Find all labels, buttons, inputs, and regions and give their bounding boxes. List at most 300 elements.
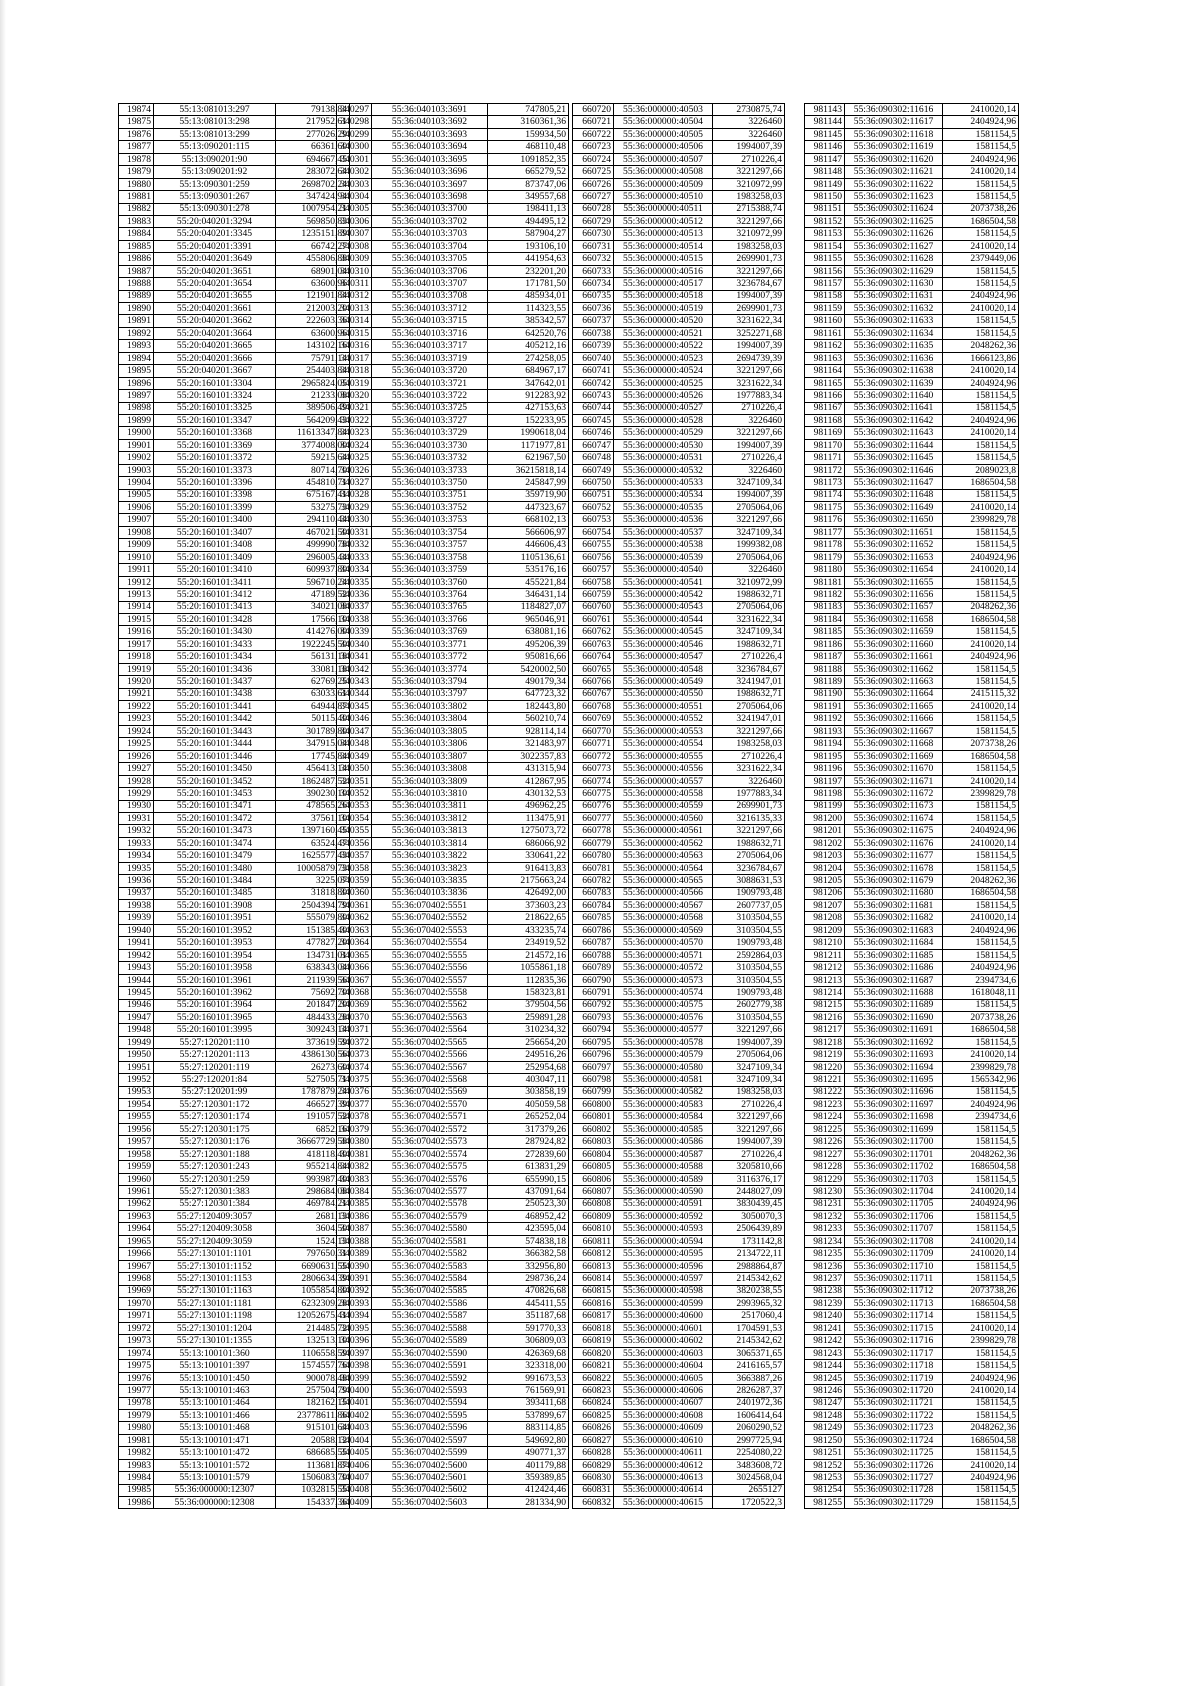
value-cell: 11613347,84 (276, 427, 350, 439)
table-row (573, 1447, 785, 1459)
value-cell: 1686504,58 (943, 750, 1019, 762)
table-row (119, 1036, 350, 1048)
table-row (119, 676, 350, 688)
cadastral-number-cell: 55:20:040201:3666 (154, 352, 276, 364)
value-cell: 2410020,14 (943, 1235, 1019, 1247)
table-row (805, 427, 1019, 439)
row-number-cell: 981198 (805, 788, 845, 800)
value-cell: 1581154,5 (943, 1347, 1019, 1359)
value-cell: 686685,55 (276, 1447, 350, 1459)
table-row (119, 1235, 350, 1247)
cadastral-number-cell: 55:36:070402:5591 (372, 1360, 488, 1372)
table-row (573, 1372, 785, 1384)
table-row (805, 701, 1019, 713)
value-cell: 3225,07 (276, 875, 350, 887)
value-cell: 1581154,5 (943, 713, 1019, 725)
value-cell: 17745,84 (276, 750, 350, 762)
value-cell: 3210972,99 (713, 178, 785, 190)
cadastral-number-cell: 55:36:000000:40507 (614, 153, 713, 165)
row-number-cell: 19890 (119, 303, 154, 315)
table-row (337, 1335, 569, 1347)
cadastral-number-cell: 55:36:000000:40554 (614, 738, 713, 750)
cadastral-number-cell: 55:36:090302:11649 (845, 502, 943, 514)
value-cell: 2404924,96 (943, 290, 1019, 302)
cadastral-number-cell: 55:20:160101:3413 (154, 601, 276, 613)
row-number-cell: 340312 (337, 290, 372, 302)
table-row (119, 551, 350, 563)
table-row (573, 1484, 785, 1496)
cadastral-number-cell: 55:36:090302:11618 (845, 128, 943, 140)
cadastral-number-cell: 55:36:000000:40569 (614, 924, 713, 936)
row-number-cell: 660781 (573, 862, 614, 874)
table-row (119, 228, 350, 240)
cadastral-number-cell: 55:20:160101:3407 (154, 526, 276, 538)
value-cell: 3247109,34 (713, 1074, 785, 1086)
table-row (573, 228, 785, 240)
row-number-cell: 660822 (573, 1372, 614, 1384)
row-number-cell: 340336 (337, 589, 372, 601)
table-row (805, 713, 1019, 725)
value-cell: 441954,63 (488, 253, 569, 265)
row-number-cell: 660737 (573, 315, 614, 327)
cadastral-number-cell: 55:36:090302:11663 (845, 676, 943, 688)
cadastral-number-cell: 55:13:100101:472 (154, 1447, 276, 1459)
row-number-cell: 340319 (337, 377, 372, 389)
value-cell: 537899,67 (488, 1409, 569, 1421)
row-number-cell: 981189 (805, 676, 845, 688)
row-number-cell: 19972 (119, 1322, 154, 1334)
value-cell: 1184827,07 (488, 601, 569, 613)
row-number-cell: 340387 (337, 1223, 372, 1235)
cadastral-number-cell: 55:36:000000:40582 (614, 1086, 713, 1098)
table-row (337, 377, 569, 389)
row-number-cell: 981208 (805, 912, 845, 924)
value-cell: 2410020,14 (943, 638, 1019, 650)
value-cell: 158323,81 (488, 987, 569, 999)
row-number-cell: 340299 (337, 128, 372, 140)
cadastral-number-cell: 55:36:090302:11673 (845, 800, 943, 812)
table-row (573, 626, 785, 638)
value-cell: 47189,52 (276, 589, 350, 601)
row-number-cell: 19973 (119, 1335, 154, 1347)
table-row (573, 1248, 785, 1260)
row-number-cell: 660823 (573, 1385, 614, 1397)
cadastral-number-cell: 55:36:090302:11666 (845, 713, 943, 725)
row-number-cell: 340338 (337, 613, 372, 625)
row-number-cell: 660786 (573, 924, 614, 936)
cadastral-number-cell: 55:20:040201:3345 (154, 228, 276, 240)
row-number-cell: 981153 (805, 228, 845, 240)
cadastral-number-cell: 55:36:090302:11718 (845, 1360, 943, 1372)
value-cell: 75791,14 (276, 352, 350, 364)
table-row (573, 850, 785, 862)
cadastral-number-cell: 55:20:160101:3965 (154, 1011, 276, 1023)
value-cell: 1581154,5 (943, 439, 1019, 451)
row-number-cell: 19938 (119, 900, 154, 912)
row-number-cell: 660760 (573, 601, 614, 613)
row-number-cell: 19969 (119, 1285, 154, 1297)
cadastral-number-cell: 55:36:090302:11697 (845, 1099, 943, 1111)
row-number-cell: 981250 (805, 1434, 845, 1446)
table-row (337, 1148, 569, 1160)
cadastral-number-cell: 55:36:000000:40535 (614, 502, 713, 514)
table-row (805, 1409, 1019, 1421)
row-number-cell: 981166 (805, 390, 845, 402)
row-number-cell: 660763 (573, 638, 614, 650)
cadastral-number-cell: 55:36:090302:11711 (845, 1273, 943, 1285)
table-row (119, 924, 350, 936)
value-cell: 2404924,96 (943, 414, 1019, 426)
row-number-cell: 19878 (119, 153, 154, 165)
table-row (337, 626, 569, 638)
value-cell: 53275,73 (276, 502, 350, 514)
row-number-cell: 981242 (805, 1335, 845, 1347)
table-row (573, 1024, 785, 1036)
value-cell: 1581154,5 (943, 1310, 1019, 1322)
value-cell: 2993965,32 (713, 1298, 785, 1310)
value-cell: 470826,68 (488, 1285, 569, 1297)
value-cell: 3241947,01 (713, 713, 785, 725)
row-number-cell: 660759 (573, 589, 614, 601)
table-row (119, 315, 350, 327)
table-row (805, 825, 1019, 837)
row-number-cell: 19962 (119, 1198, 154, 1210)
table-row (337, 390, 569, 402)
value-cell: 494495,12 (488, 215, 569, 227)
value-cell: 259891,28 (488, 1011, 569, 1023)
table-row (337, 1347, 569, 1359)
value-cell: 499990,78 (276, 539, 350, 551)
cadastral-number-cell: 55:36:090302:11729 (845, 1497, 943, 1509)
table-row (805, 1074, 1019, 1086)
row-number-cell: 340331 (337, 526, 372, 538)
row-number-cell: 981175 (805, 502, 845, 514)
table-row (573, 166, 785, 178)
table-row (805, 240, 1019, 252)
table-row (119, 1347, 350, 1359)
cadastral-number-cell: 55:36:090302:11647 (845, 477, 943, 489)
cadastral-number-cell: 55:36:000000:40580 (614, 1061, 713, 1073)
table-row (573, 1186, 785, 1198)
value-cell: 112835,36 (488, 974, 569, 986)
table-row (119, 1248, 350, 1260)
table-row (573, 104, 785, 116)
value-cell: 113475,91 (488, 812, 569, 824)
row-number-cell: 660797 (573, 1061, 614, 1073)
cadastral-number-cell: 55:20:160101:3347 (154, 414, 276, 426)
cadastral-number-cell: 55:36:070402:5571 (372, 1111, 488, 1123)
cadastral-number-cell: 55:36:090302:11667 (845, 725, 943, 737)
row-number-cell: 981210 (805, 937, 845, 949)
value-cell: 3483608,72 (713, 1459, 785, 1471)
table-row (805, 663, 1019, 675)
table-row (573, 663, 785, 675)
value-cell: 1032815,55 (276, 1484, 350, 1496)
row-number-cell: 660747 (573, 439, 614, 451)
table-row (337, 452, 569, 464)
row-number-cell: 340403 (337, 1422, 372, 1434)
cadastral-number-cell: 55:36:090302:11620 (845, 153, 943, 165)
cadastral-number-cell: 55:20:040201:3661 (154, 303, 276, 315)
table-row (119, 1273, 350, 1285)
table-row (119, 1360, 350, 1372)
row-number-cell: 660809 (573, 1210, 614, 1222)
row-number-cell: 981185 (805, 626, 845, 638)
cadastral-number-cell: 55:36:090302:11678 (845, 862, 943, 874)
cadastral-number-cell: 55:36:000000:40600 (614, 1310, 713, 1322)
table-row (119, 825, 350, 837)
table-row (573, 502, 785, 514)
cadastral-number-cell: 55:36:090302:11661 (845, 651, 943, 663)
cadastral-number-cell: 55:36:000000:40539 (614, 551, 713, 563)
row-number-cell: 19883 (119, 215, 154, 227)
cadastral-number-cell: 55:36:000000:40559 (614, 800, 713, 812)
value-cell: 21233,08 (276, 390, 350, 402)
table-row (573, 564, 785, 576)
cadastral-number-cell: 55:36:090302:11728 (845, 1484, 943, 1496)
cadastral-number-cell: 55:20:160101:3952 (154, 924, 276, 936)
value-cell: 1581154,5 (943, 937, 1019, 949)
value-cell: 2404924,96 (943, 1372, 1019, 1384)
row-number-cell: 981146 (805, 141, 845, 153)
value-cell: 928114,14 (488, 725, 569, 737)
cadastral-number-cell: 55:36:000000:40564 (614, 862, 713, 874)
table-row (573, 601, 785, 613)
table-row (573, 303, 785, 315)
row-number-cell: 981207 (805, 900, 845, 912)
table-row (573, 1385, 785, 1397)
row-number-cell: 981192 (805, 713, 845, 725)
value-cell: 1581154,5 (943, 576, 1019, 588)
row-number-cell: 19981 (119, 1434, 154, 1446)
table-row (805, 1459, 1019, 1471)
row-number-cell: 340303 (337, 178, 372, 190)
row-number-cell: 660792 (573, 999, 614, 1011)
value-cell: 1581154,5 (943, 390, 1019, 402)
value-cell: 1581154,5 (943, 526, 1019, 538)
row-number-cell: 660744 (573, 402, 614, 414)
row-number-cell: 981205 (805, 875, 845, 887)
value-cell: 1720522,3 (713, 1497, 785, 1509)
table-row (573, 427, 785, 439)
value-cell: 1988632,71 (713, 688, 785, 700)
value-cell: 1581154,5 (943, 725, 1019, 737)
row-number-cell: 19980 (119, 1422, 154, 1434)
table-row (805, 1273, 1019, 1285)
value-cell: 3241947,01 (713, 676, 785, 688)
row-number-cell: 660735 (573, 290, 614, 302)
value-cell: 1581154,5 (943, 999, 1019, 1011)
cadastral-number-cell: 55:36:070402:5603 (372, 1497, 488, 1509)
table-row (119, 601, 350, 613)
cadastral-number-cell: 55:20:160101:3471 (154, 800, 276, 812)
table-row (573, 1360, 785, 1372)
value-cell: 2404924,96 (943, 1099, 1019, 1111)
value-cell: 477827,20 (276, 937, 350, 949)
table-row (805, 887, 1019, 899)
table-row (337, 937, 569, 949)
table-row (805, 1123, 1019, 1135)
table-row (573, 900, 785, 912)
table-row (573, 340, 785, 352)
cadastral-number-cell: 55:36:040103:3808 (372, 763, 488, 775)
table-row (119, 290, 350, 302)
table-row (805, 551, 1019, 563)
cadastral-number-cell: 55:36:000000:40602 (614, 1335, 713, 1347)
row-number-cell: 340315 (337, 327, 372, 339)
cadastral-number-cell: 55:36:090302:11724 (845, 1434, 943, 1446)
value-cell: 3221297,66 (713, 365, 785, 377)
cadastral-number-cell: 55:36:070402:5563 (372, 1011, 488, 1023)
table-row (337, 502, 569, 514)
row-number-cell: 340398 (337, 1360, 372, 1372)
row-number-cell: 340370 (337, 1011, 372, 1023)
row-number-cell: 340348 (337, 738, 372, 750)
row-number-cell: 340345 (337, 701, 372, 713)
table-row (573, 999, 785, 1011)
row-number-cell: 340302 (337, 166, 372, 178)
table-row (337, 1472, 569, 1484)
value-cell: 3205810,66 (713, 1161, 785, 1173)
value-cell: 437091,64 (488, 1186, 569, 1198)
value-cell: 1574557,76 (276, 1360, 350, 1372)
cadastral-number-cell: 55:20:160101:3453 (154, 788, 276, 800)
row-number-cell: 19954 (119, 1099, 154, 1111)
value-cell: 1581154,5 (943, 589, 1019, 601)
cadastral-number-cell: 55:36:090302:11650 (845, 514, 943, 526)
table-row (805, 352, 1019, 364)
row-number-cell: 981190 (805, 688, 845, 700)
cadastral-number-cell: 55:36:040103:3753 (372, 514, 488, 526)
row-number-cell: 19966 (119, 1248, 154, 1260)
cadastral-number-cell: 55:36:090302:11635 (845, 340, 943, 352)
table-row (119, 240, 350, 252)
row-number-cell: 660767 (573, 688, 614, 700)
table-row (119, 1061, 350, 1073)
row-number-cell: 19875 (119, 116, 154, 128)
row-number-cell: 19874 (119, 104, 154, 116)
value-cell: 883114,85 (488, 1422, 569, 1434)
value-cell: 1977883,34 (713, 788, 785, 800)
row-number-cell: 19918 (119, 651, 154, 663)
cadastral-number-cell: 55:36:000000:40527 (614, 402, 713, 414)
table-row (119, 576, 350, 588)
table-row (119, 651, 350, 663)
value-cell: 2401972,36 (713, 1397, 785, 1409)
row-number-cell: 19912 (119, 576, 154, 588)
value-cell: 1581154,5 (943, 1036, 1019, 1048)
table-row (573, 402, 785, 414)
table-row (573, 265, 785, 277)
table-row (805, 1061, 1019, 1073)
table-row (805, 1173, 1019, 1185)
value-cell: 212003,20 (276, 303, 350, 315)
value-cell: 191057,52 (276, 1111, 350, 1123)
value-cell: 1909793,48 (713, 937, 785, 949)
row-number-cell: 981248 (805, 1409, 845, 1421)
row-number-cell: 981235 (805, 1248, 845, 1260)
cadastral-number-cell: 55:20:160101:3450 (154, 763, 276, 775)
cadastral-number-cell: 55:36:090302:11654 (845, 564, 943, 576)
cadastral-number-cell: 55:36:090302:11669 (845, 750, 943, 762)
table-row (119, 414, 350, 426)
cadastral-number-cell: 55:36:000000:40614 (614, 1484, 713, 1496)
cadastral-number-cell: 55:36:000000:40540 (614, 564, 713, 576)
table-row (573, 240, 785, 252)
table-row (119, 1074, 350, 1086)
row-number-cell: 340333 (337, 551, 372, 563)
value-cell: 3236784,67 (713, 663, 785, 675)
row-number-cell: 19898 (119, 402, 154, 414)
row-number-cell: 981143 (805, 104, 845, 116)
cadastral-number-cell: 55:36:000000:40520 (614, 315, 713, 327)
row-number-cell: 19887 (119, 265, 154, 277)
table-row (119, 153, 350, 165)
table-row (119, 1335, 350, 1347)
table-row (573, 128, 785, 140)
cadastral-number-cell: 55:36:000000:40517 (614, 278, 713, 290)
table-row (337, 1123, 569, 1135)
table-row (805, 937, 1019, 949)
cadastral-number-cell: 55:36:000000:40590 (614, 1186, 713, 1198)
table-row (119, 215, 350, 227)
value-cell: 916413,83 (488, 862, 569, 874)
row-number-cell: 19956 (119, 1123, 154, 1135)
value-cell: 2705064,06 (713, 601, 785, 613)
row-number-cell: 19946 (119, 999, 154, 1011)
value-cell: 1686504,58 (943, 887, 1019, 899)
table-row (119, 452, 350, 464)
table-row (119, 589, 350, 601)
table-row (805, 1111, 1019, 1123)
row-number-cell: 19944 (119, 974, 154, 986)
cadastral-number-cell: 55:36:090302:11659 (845, 626, 943, 638)
cadastral-number-cell: 55:20:040201:3667 (154, 365, 276, 377)
cadastral-number-cell: 55:36:000000:40531 (614, 452, 713, 464)
table-row (573, 937, 785, 949)
cadastral-number-cell: 55:36:000000:40506 (614, 141, 713, 153)
table-row (573, 452, 785, 464)
row-number-cell: 340360 (337, 887, 372, 899)
value-cell: 151385,40 (276, 924, 350, 936)
table-row (805, 1322, 1019, 1334)
table-row (805, 327, 1019, 339)
table-row (119, 962, 350, 974)
row-number-cell: 660720 (573, 104, 614, 116)
cadastral-number-cell: 55:36:000000:40598 (614, 1285, 713, 1297)
value-cell: 366382,58 (488, 1248, 569, 1260)
row-number-cell: 19984 (119, 1472, 154, 1484)
table-row (119, 166, 350, 178)
row-number-cell: 981241 (805, 1322, 845, 1334)
table-row (337, 1372, 569, 1384)
cadastral-number-cell: 55:36:090302:11626 (845, 228, 943, 240)
cadastral-number-cell: 55:36:090302:11634 (845, 327, 943, 339)
row-number-cell: 19952 (119, 1074, 154, 1086)
value-cell: 549692,80 (488, 1434, 569, 1446)
table-row (573, 203, 785, 215)
value-cell: 310234,32 (488, 1024, 569, 1036)
row-number-cell: 660769 (573, 713, 614, 725)
row-number-cell: 981171 (805, 452, 845, 464)
row-number-cell: 340350 (337, 763, 372, 775)
row-number-cell: 340318 (337, 365, 372, 377)
cadastral-number-cell: 55:36:040103:3704 (372, 240, 488, 252)
value-cell: 36667729,58 (276, 1136, 350, 1148)
cadastral-number-cell: 55:36:040103:3733 (372, 464, 488, 476)
table-row (337, 663, 569, 675)
value-cell: 3160361,36 (488, 116, 569, 128)
